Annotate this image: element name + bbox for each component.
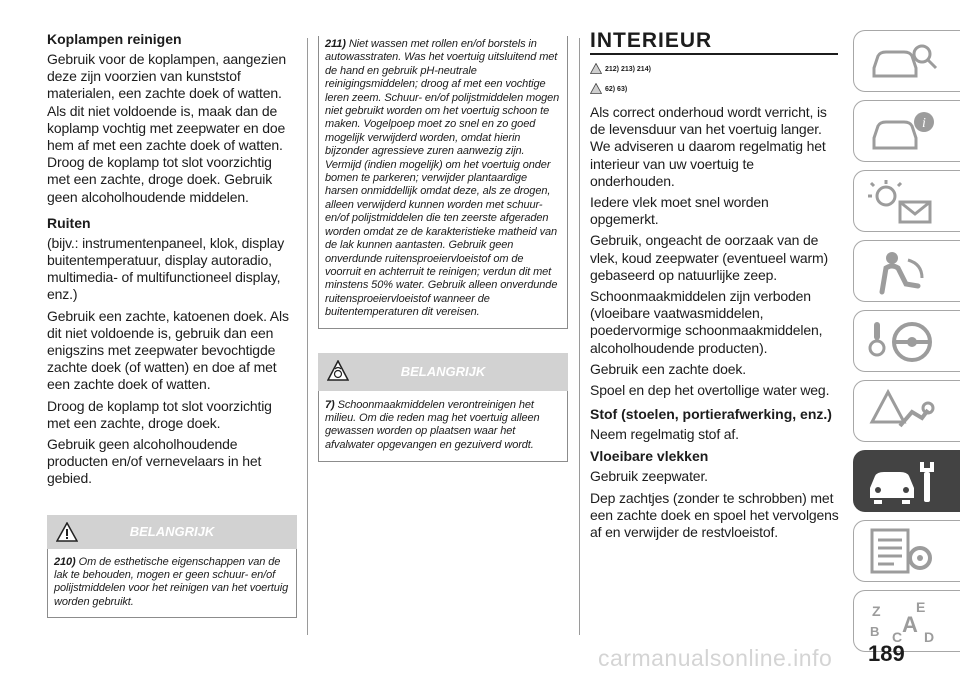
important-header [318,353,568,391]
watermark: carmanualsonline.info [598,645,833,671]
paragraph: Gebruik geen alcoholhoudende producten en/of vernevelaars in het gebied. [47,436,262,487]
section-title: INTERIEUR [590,29,713,52]
reference-numbers: 212) 213) 214) [605,66,651,73]
note-number: 211) [325,38,346,50]
note-text: Schoonmaakmiddelen verontreinigen het milieu. Om die reden mag het voertuig alleen gewassen worden op plaatsen waar het afvalwater opgevangen en gezuiverd wordt. [325,398,540,451]
warning-triangle-icon [56,522,78,545]
svg-text:E: E [916,599,926,615]
technical-list-icon [862,526,942,576]
tab-maintenance[interactable] [853,450,960,512]
paragraph: Gebruik een zachte, katoenen doek. Als dit niet voldoende is, gebruik dan een enigszins met zeepwater bevochtigde zachte doek (of watten) en doe af met een zachte doek of watten. [47,307,289,393]
note-number: 210) [54,555,76,568]
warning-box [47,515,297,619]
svg-text:B: B [870,624,880,639]
tab-car-info[interactable] [853,100,960,162]
key-steering-wheel-icon [862,316,942,366]
car-info-icon [862,106,942,156]
warning-label: BELANGRIJK [129,524,215,540]
heading-stof: Stof (stoelen, portierafwerking, enz.) [590,406,832,423]
page-number: 189 [868,641,905,666]
warning-text [47,549,297,619]
heading-ruiten: Ruiten [47,214,91,231]
paragraph: Iedere vlek moet snel worden opgemerkt. [590,194,769,228]
svg-text:C: C [892,629,903,645]
paragraph: Spoel en dep het overtollige water weg. [590,382,830,399]
tab-safety[interactable] [853,240,960,302]
important-label: BELANGRIJK [400,364,486,380]
paragraph: Dep zachtjes (zonder te schrobben) met een zachte doek en spoel het vervolgens af en verwijder de restvloeistof. [590,489,839,541]
title-rule [590,53,838,55]
paragraph: Gebruik een zachte doek. [590,360,746,377]
note-text: Niet wassen met rollen en/of borstels in autowasstraten. Was het voertuig uitsluitend met de hand en gebruik pH-neutrale reinigingsmiddelen; droog af met een vochtige leren zeem. Schuur- en/of polijstmiddelen mogen niet gebruikt worden om het voertuig schoon te maken. Vogelpoep moet zo snel en zo goed mogelijk verwijderd worden, omdat hierin bijzonder agressieve zuren aanwezig zijn. Vermijd (indien mogelijk) om het voertuig onder bomen te parkeren; verwijder plantaardige harsen onmiddellijk omdat deze, als ze drogen, alleen verwijderd kunnen worden met schuur- en/of polijstmiddelen die ten zeerste afgeraden worden omdat ze de karakteristieke matheid van de lak kunnen aantasten. Gebruik geen onverdunde ruitensproeiervloeistof om de voorruit en achterruit te reinigen; verdun dit met minstens 50% water. Gebruik alleen onverdunde ruitensproeiervloeistof wanneer de buitentemperaturen dit vereisen. [325,38,560,319]
note-number: 7) [325,398,335,411]
tab-starting-driving[interactable] [853,310,960,372]
heading-vloeibare-vlekken: Vloeibare vlekken [590,448,709,465]
paragraph: Gebruik voor de koplampen, aangezien deze zijn voorzien van kunststof materialen, een zachte doek of watten. Als dit niet voldoende is, maak dan de koplamp vochtig met zeepwater en doe hem af met een zachte doek of watten. Droog de koplamp tot slot voorzichtig met een zachte, droge doek. Gebruik geen alcoholhoudende middelen. [47,51,286,205]
environment-icon [590,83,602,96]
paragraph: (bijv.: instrumentenpaneel, klok, display buitentemperatuur, display autoradio, multimedia- of multifunctioneel display, enz.) [47,234,285,303]
paragraph: Gebruik zeepwater. [590,468,708,485]
right-column [590,30,840,545]
warning-continued [318,36,568,329]
important-box [318,353,568,463]
paragraph: Neem regelmatig stof af. [590,426,739,443]
svg-text:i: i [922,116,926,131]
warning-triangle-icon [590,63,602,76]
chapter-tabs [853,30,960,660]
environment-icon [327,360,349,385]
tab-technical-data[interactable] [853,520,960,582]
environment-references [590,83,840,96]
heading-koplampen: Koplampen reinigen [47,31,182,47]
svg-text:Z: Z [872,603,881,619]
car-wrench-icon [862,456,942,506]
seat-safety-icon [862,246,942,296]
paragraph: Gebruik, ongeacht de oorzaak van de vlek, koud zeepwater (eventueel warm) gebaseerd op natuurlijke zeep. [590,232,829,283]
middle-column [318,36,568,462]
left-column [47,30,297,618]
column-divider [307,38,308,635]
svg-text:A: A [902,612,918,637]
tab-emergency[interactable] [853,380,960,442]
emergency-triangle-icon [862,386,942,436]
paragraph: Als correct onderhoud wordt verricht, is de levensduur van het voertuig langer. We adviseren u daarom regelmatig het interieur van uw voertuig te onderhouden. [590,104,827,189]
svg-text:D: D [924,629,935,645]
paragraph: Droog de koplamp tot slot voorzichtig met een zachte, droge doek. [47,397,272,431]
paragraph: Schoonmaakmiddelen zijn verboden (vloeibare vaatwasmiddelen, poedervormige schoonmaakmiddelen, alcoholhoudende producten). [590,288,823,356]
reference-numbers: 62) 63) [605,86,628,93]
tab-warning-lights[interactable] [853,170,960,232]
important-text [318,391,568,463]
tab-getting-to-know-car[interactable] [853,30,960,92]
warning-light-message-icon [862,176,942,226]
note-text: Om de esthetische eigenschappen van de lak te behouden, mogen er geen schuur- en/of polijstmiddelen voor het reinigen van het voertuig worden gebruikt. [54,555,289,608]
warning-references [590,63,840,76]
column-divider [579,38,580,635]
alphabetical-index-icon [862,596,942,646]
warning-header [47,515,297,549]
car-search-icon [862,36,942,86]
